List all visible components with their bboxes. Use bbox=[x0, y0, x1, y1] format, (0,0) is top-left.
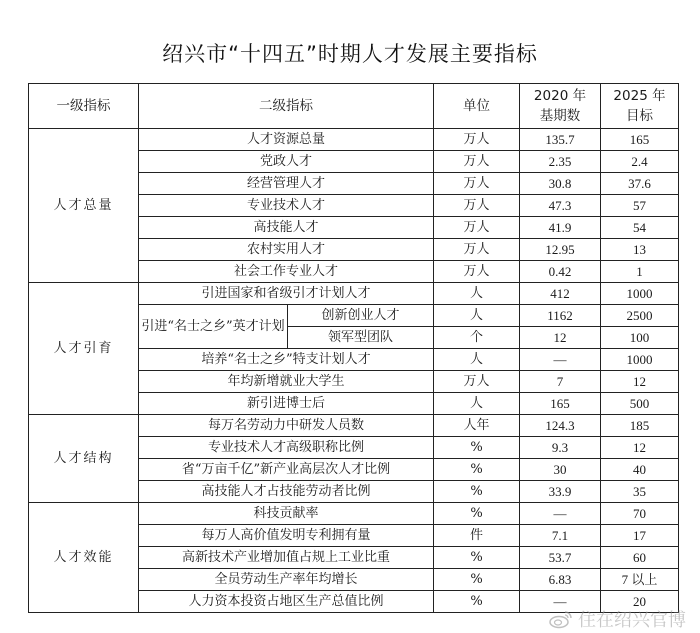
target-value: 35 bbox=[601, 481, 679, 503]
indicator-name: 农村实用人才 bbox=[139, 239, 434, 261]
base-value: 165 bbox=[520, 393, 601, 415]
unit-cell: 万人 bbox=[434, 151, 520, 173]
indicator-name: 党政人才 bbox=[139, 151, 434, 173]
section-label-structure: 人才结构 bbox=[29, 415, 139, 503]
target-value: 1000 bbox=[601, 283, 679, 305]
header-level1: 一级指标 bbox=[29, 84, 139, 129]
indicator-name: 专业技术人才高级职称比例 bbox=[139, 437, 434, 459]
indicator-name: 人力资本投资占地区生产总值比例 bbox=[139, 591, 434, 613]
indicator-name: 每万名劳动力中研发人员数 bbox=[139, 415, 434, 437]
indicator-name: 引进国家和省级引才计划人才 bbox=[139, 283, 434, 305]
base-value: 9.3 bbox=[520, 437, 601, 459]
indicator-name: 省“万亩千亿”新产业高层次人才比例 bbox=[139, 459, 434, 481]
indicator-name: 经营管理人才 bbox=[139, 173, 434, 195]
target-value: 500 bbox=[601, 393, 679, 415]
section-label-cultivation: 人才引育 bbox=[29, 283, 139, 415]
unit-cell: 人年 bbox=[434, 415, 520, 437]
target-value: 12 bbox=[601, 371, 679, 393]
unit-cell: 件 bbox=[434, 525, 520, 547]
base-value: 412 bbox=[520, 283, 601, 305]
watermark-text: 住在绍兴官博 bbox=[578, 610, 686, 631]
base-value: 1162 bbox=[520, 305, 601, 327]
unit-cell: 万人 bbox=[434, 173, 520, 195]
base-value: 41.9 bbox=[520, 217, 601, 239]
unit-cell: 个 bbox=[434, 327, 520, 349]
indicator-name: 专业技术人才 bbox=[139, 195, 434, 217]
base-value: — bbox=[520, 349, 601, 371]
unit-cell: 万人 bbox=[434, 129, 520, 151]
target-value: 13 bbox=[601, 239, 679, 261]
unit-cell: % bbox=[434, 437, 520, 459]
header-level2: 二级指标 bbox=[139, 84, 434, 129]
indicator-name: 培养“名士之乡”特支计划人才 bbox=[139, 349, 434, 371]
base-value: 6.83 bbox=[520, 569, 601, 591]
indicator-name: 领军型团队 bbox=[288, 327, 434, 349]
indicator-name: 高技能人才 bbox=[139, 217, 434, 239]
unit-cell: 人 bbox=[434, 283, 520, 305]
table-row bbox=[29, 129, 679, 151]
unit-cell: % bbox=[434, 591, 520, 613]
base-value: 2.35 bbox=[520, 151, 601, 173]
base-value: 135.7 bbox=[520, 129, 601, 151]
target-value: 1 bbox=[601, 261, 679, 283]
base-value: 47.3 bbox=[520, 195, 601, 217]
base-value: 124.3 bbox=[520, 415, 601, 437]
unit-cell: 人 bbox=[434, 305, 520, 327]
indicator-name: 社会工作专业人才 bbox=[139, 261, 434, 283]
target-value: 100 bbox=[601, 327, 679, 349]
indicator-table bbox=[28, 83, 679, 613]
base-value: 33.9 bbox=[520, 481, 601, 503]
unit-cell: % bbox=[434, 569, 520, 591]
indicator-name: 年均新增就业大学生 bbox=[139, 371, 434, 393]
section-label-total: 人才总量 bbox=[29, 129, 139, 283]
unit-cell: 万人 bbox=[434, 195, 520, 217]
target-value: 2500 bbox=[601, 305, 679, 327]
unit-cell: 万人 bbox=[434, 371, 520, 393]
target-value: 1000 bbox=[601, 349, 679, 371]
header-unit: 单位 bbox=[434, 84, 520, 129]
target-value: 185 bbox=[601, 415, 679, 437]
watermark bbox=[548, 606, 686, 632]
base-value: — bbox=[520, 591, 601, 613]
unit-cell: 万人 bbox=[434, 261, 520, 283]
base-value: 0.42 bbox=[520, 261, 601, 283]
table-header-row bbox=[29, 84, 679, 129]
unit-cell: 万人 bbox=[434, 239, 520, 261]
unit-cell: 万人 bbox=[434, 217, 520, 239]
unit-cell: % bbox=[434, 503, 520, 525]
base-value: 30 bbox=[520, 459, 601, 481]
target-value: 70 bbox=[601, 503, 679, 525]
target-value: 2.4 bbox=[601, 151, 679, 173]
indicator-name: 全员劳动生产率年均增长 bbox=[139, 569, 434, 591]
unit-cell: 人 bbox=[434, 349, 520, 371]
indicator-name: 新引进博士后 bbox=[139, 393, 434, 415]
page-title: 绍兴市“十四五”时期人才发展主要指标 bbox=[162, 42, 538, 66]
header-base: 2020 年 基期数 bbox=[520, 84, 601, 129]
indicator-name: 每万人高价值发明专利拥有量 bbox=[139, 525, 434, 547]
indicator-name: 高技能人才占技能劳动者比例 bbox=[139, 481, 434, 503]
target-value: 12 bbox=[601, 437, 679, 459]
base-value: 7.1 bbox=[520, 525, 601, 547]
unit-cell: % bbox=[434, 481, 520, 503]
unit-cell: 人 bbox=[434, 393, 520, 415]
target-value: 40 bbox=[601, 459, 679, 481]
table-row bbox=[29, 283, 679, 305]
indicator-name: 创新创业人才 bbox=[288, 305, 434, 327]
target-value: 17 bbox=[601, 525, 679, 547]
indicator-name: 科技贡献率 bbox=[139, 503, 434, 525]
target-value: 7 以上 bbox=[601, 569, 679, 591]
weibo-icon bbox=[548, 609, 574, 629]
base-value: 30.8 bbox=[520, 173, 601, 195]
target-value: 60 bbox=[601, 547, 679, 569]
indicator-name: 人才资源总量 bbox=[139, 129, 434, 151]
base-value: — bbox=[520, 503, 601, 525]
unit-cell: % bbox=[434, 547, 520, 569]
base-value: 53.7 bbox=[520, 547, 601, 569]
target-value: 165 bbox=[601, 129, 679, 151]
header-target: 2025 年 目标 bbox=[601, 84, 679, 129]
base-value: 12.95 bbox=[520, 239, 601, 261]
indicator-name: 高新技术产业增加值占规上工业比重 bbox=[139, 547, 434, 569]
base-value: 12 bbox=[520, 327, 601, 349]
target-value: 20 bbox=[601, 591, 679, 613]
target-value: 54 bbox=[601, 217, 679, 239]
unit-cell: % bbox=[434, 459, 520, 481]
base-value: 7 bbox=[520, 371, 601, 393]
table-row bbox=[29, 415, 679, 437]
indicator-group-name: 引进“名士之乡”英才计划 bbox=[139, 305, 288, 349]
target-value: 37.6 bbox=[601, 173, 679, 195]
table-row bbox=[29, 503, 679, 525]
target-value: 57 bbox=[601, 195, 679, 217]
section-label-efficiency: 人才效能 bbox=[29, 503, 139, 613]
